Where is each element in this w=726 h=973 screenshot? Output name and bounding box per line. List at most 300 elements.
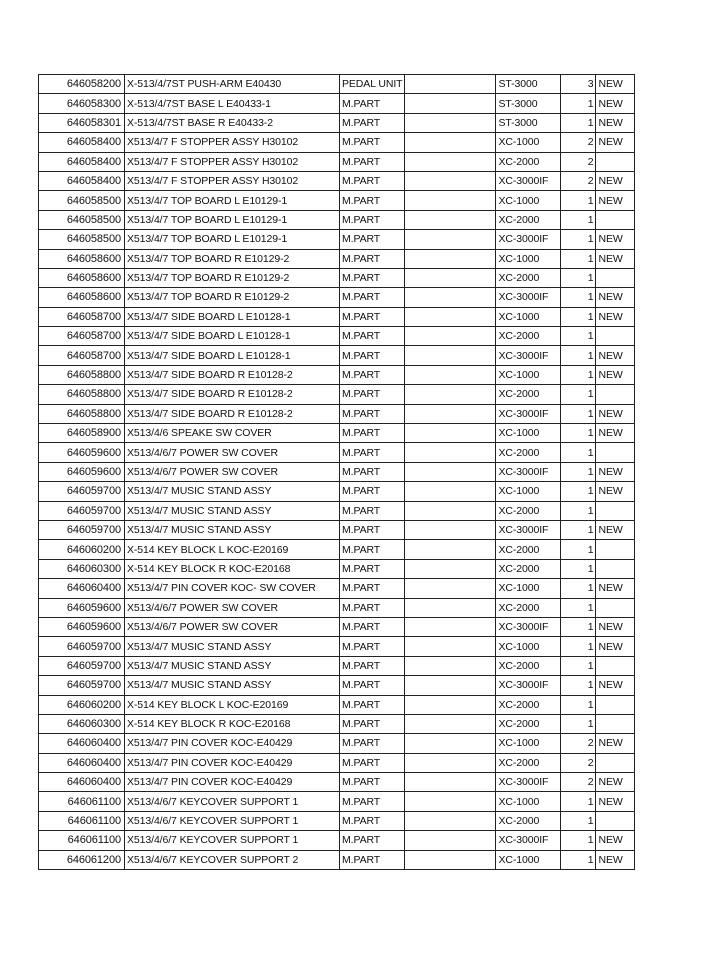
table-row [39,133,635,152]
blank-cell [405,559,496,578]
status-flag-cell: NEW [596,307,635,326]
quantity-cell: 2 [561,152,596,171]
part-number-cell: 646058400 [39,133,125,152]
quantity-cell: 1 [561,637,596,656]
table-row [39,734,635,753]
table-row [39,753,635,772]
category-cell: M.PART [340,462,405,481]
description-cell: X513/4/6/7 POWER SW COVER [125,598,340,617]
status-flag-cell: NEW [596,734,635,753]
quantity-cell: 1 [561,559,596,578]
status-flag-cell [596,656,635,675]
blank-cell [405,443,496,462]
status-flag-cell: NEW [596,792,635,811]
model-cell: XC-2000 [496,598,561,617]
status-flag-cell: NEW [596,288,635,307]
quantity-cell: 1 [561,579,596,598]
table-row [39,850,635,869]
model-cell: XC-2000 [496,753,561,772]
description-cell: X513/4/7 TOP BOARD L E10129-1 [125,230,340,249]
part-number-cell: 646060200 [39,540,125,559]
description-cell: X-514 KEY BLOCK L KOC-E20169 [125,695,340,714]
model-cell: ST-3000 [496,75,561,94]
description-cell: X-514 KEY BLOCK L KOC-E20169 [125,540,340,559]
description-cell: X513/4/7 TOP BOARD L E10129-1 [125,210,340,229]
status-flag-cell [596,268,635,287]
model-cell: XC-3000IF [496,831,561,850]
category-cell: M.PART [340,656,405,675]
table-row [39,365,635,384]
quantity-cell: 1 [561,714,596,733]
blank-cell [405,540,496,559]
table-row [39,210,635,229]
description-cell: X-513/4/7ST BASE L E40433-1 [125,94,340,113]
blank-cell [405,462,496,481]
part-number-cell: 646059600 [39,617,125,636]
blank-cell [405,268,496,287]
part-number-cell: 646058400 [39,152,125,171]
table-row [39,113,635,132]
table-row [39,520,635,539]
model-cell: XC-2000 [496,268,561,287]
description-cell: X513/4/7 SIDE BOARD R E10128-2 [125,404,340,423]
quantity-cell: 1 [561,831,596,850]
blank-cell [405,94,496,113]
quantity-cell: 3 [561,75,596,94]
blank-cell [405,617,496,636]
model-cell: XC-2000 [496,695,561,714]
description-cell: X-513/4/7ST PUSH-ARM E40430 [125,75,340,94]
part-number-cell: 646058600 [39,249,125,268]
quantity-cell: 1 [561,249,596,268]
parts-table-body [39,75,635,870]
description-cell: X513/4/7 PIN COVER KOC- SW COVER [125,579,340,598]
quantity-cell: 1 [561,520,596,539]
table-row [39,656,635,675]
quantity-cell: 1 [561,792,596,811]
status-flag-cell [596,385,635,404]
part-number-cell: 646058800 [39,385,125,404]
category-cell: M.PART [340,792,405,811]
blank-cell [405,210,496,229]
model-cell: XC-2000 [496,210,561,229]
category-cell: M.PART [340,385,405,404]
model-cell: XC-3000IF [496,171,561,190]
part-number-cell: 646059700 [39,501,125,520]
description-cell: X513/4/7 PIN COVER KOC-E40429 [125,753,340,772]
model-cell: XC-3000IF [496,520,561,539]
description-cell: X513/4/7 TOP BOARD R E10129-2 [125,268,340,287]
description-cell: X513/4/7 MUSIC STAND ASSY [125,482,340,501]
blank-cell [405,753,496,772]
table-row [39,540,635,559]
category-cell: M.PART [340,94,405,113]
quantity-cell: 1 [561,811,596,830]
part-number-cell: 646059700 [39,656,125,675]
status-flag-cell: NEW [596,831,635,850]
category-cell: M.PART [340,249,405,268]
category-cell: M.PART [340,171,405,190]
description-cell: X513/4/7 TOP BOARD R E10129-2 [125,249,340,268]
status-flag-cell: NEW [596,424,635,443]
model-cell: XC-3000IF [496,462,561,481]
table-row [39,404,635,423]
status-flag-cell: NEW [596,75,635,94]
table-row [39,598,635,617]
description-cell: X513/4/7 TOP BOARD L E10129-1 [125,191,340,210]
blank-cell [405,288,496,307]
quantity-cell: 1 [561,598,596,617]
table-row [39,171,635,190]
quantity-cell: 2 [561,734,596,753]
parts-table [38,74,635,870]
table-row [39,773,635,792]
blank-cell [405,404,496,423]
blank-cell [405,75,496,94]
model-cell: XC-1000 [496,734,561,753]
quantity-cell: 1 [561,482,596,501]
description-cell: X513/4/7 F STOPPER ASSY H30102 [125,133,340,152]
model-cell: XC-2000 [496,385,561,404]
blank-cell [405,113,496,132]
category-cell: M.PART [340,617,405,636]
model-cell: XC-1000 [496,307,561,326]
status-flag-cell: NEW [596,773,635,792]
part-number-cell: 646061100 [39,831,125,850]
model-cell: XC-3000IF [496,773,561,792]
description-cell: X513/4/6/7 POWER SW COVER [125,617,340,636]
model-cell: XC-2000 [496,152,561,171]
model-cell: XC-1000 [496,579,561,598]
status-flag-cell: NEW [596,191,635,210]
category-cell: M.PART [340,714,405,733]
category-cell: PEDAL UNIT [340,75,405,94]
description-cell: X513/4/7 TOP BOARD R E10129-2 [125,288,340,307]
category-cell: M.PART [340,152,405,171]
description-cell: X513/4/6 SPEAKE SW COVER [125,424,340,443]
description-cell: X513/4/7 MUSIC STAND ASSY [125,656,340,675]
part-number-cell: 646060300 [39,559,125,578]
blank-cell [405,695,496,714]
quantity-cell: 1 [561,462,596,481]
model-cell: XC-1000 [496,249,561,268]
blank-cell [405,520,496,539]
model-cell: XC-2000 [496,656,561,675]
quantity-cell: 1 [561,230,596,249]
category-cell: M.PART [340,753,405,772]
table-row [39,714,635,733]
quantity-cell: 2 [561,171,596,190]
status-flag-cell: NEW [596,637,635,656]
category-cell: M.PART [340,520,405,539]
quantity-cell: 1 [561,346,596,365]
status-flag-cell [596,443,635,462]
description-cell: X513/4/6/7 KEYCOVER SUPPORT 1 [125,831,340,850]
status-flag-cell [596,152,635,171]
table-row [39,424,635,443]
part-number-cell: 646059600 [39,598,125,617]
part-number-cell: 646058301 [39,113,125,132]
blank-cell [405,637,496,656]
status-flag-cell [596,714,635,733]
status-flag-cell: NEW [596,346,635,365]
blank-cell [405,346,496,365]
part-number-cell: 646061100 [39,811,125,830]
table-row [39,191,635,210]
table-row [39,695,635,714]
part-number-cell: 646059700 [39,676,125,695]
status-flag-cell: NEW [596,113,635,132]
category-cell: M.PART [340,346,405,365]
status-flag-cell [596,540,635,559]
part-number-cell: 646058500 [39,230,125,249]
status-flag-cell: NEW [596,365,635,384]
part-number-cell: 646058600 [39,288,125,307]
blank-cell [405,482,496,501]
status-flag-cell: NEW [596,482,635,501]
quantity-cell: 1 [561,850,596,869]
model-cell: XC-1000 [496,482,561,501]
table-row [39,559,635,578]
table-row [39,676,635,695]
part-number-cell: 646060400 [39,734,125,753]
part-number-cell: 646061100 [39,792,125,811]
blank-cell [405,811,496,830]
description-cell: X513/4/7 MUSIC STAND ASSY [125,501,340,520]
model-cell: XC-3000IF [496,230,561,249]
blank-cell [405,424,496,443]
quantity-cell: 2 [561,133,596,152]
part-number-cell: 646058800 [39,365,125,384]
status-flag-cell: NEW [596,850,635,869]
model-cell: XC-1000 [496,424,561,443]
description-cell: X513/4/7 PIN COVER KOC-E40429 [125,734,340,753]
description-cell: X513/4/7 SIDE BOARD L E10128-1 [125,346,340,365]
category-cell: M.PART [340,773,405,792]
quantity-cell: 1 [561,268,596,287]
model-cell: XC-1000 [496,637,561,656]
status-flag-cell [596,695,635,714]
quantity-cell: 1 [561,365,596,384]
category-cell: M.PART [340,676,405,695]
category-cell: M.PART [340,831,405,850]
quantity-cell: 1 [561,617,596,636]
table-row [39,792,635,811]
blank-cell [405,171,496,190]
status-flag-cell: NEW [596,462,635,481]
status-flag-cell [596,327,635,346]
part-number-cell: 646060400 [39,773,125,792]
category-cell: M.PART [340,443,405,462]
quantity-cell: 1 [561,288,596,307]
blank-cell [405,327,496,346]
category-cell: M.PART [340,230,405,249]
quantity-cell: 1 [561,676,596,695]
quantity-cell: 1 [561,307,596,326]
quantity-cell: 1 [561,94,596,113]
part-number-cell: 646059700 [39,520,125,539]
part-number-cell: 646059700 [39,637,125,656]
blank-cell [405,850,496,869]
table-row [39,501,635,520]
status-flag-cell: NEW [596,404,635,423]
blank-cell [405,152,496,171]
table-row [39,462,635,481]
table-row [39,268,635,287]
part-number-cell: 646058200 [39,75,125,94]
part-number-cell: 646058700 [39,346,125,365]
category-cell: M.PART [340,404,405,423]
part-number-cell: 646058500 [39,210,125,229]
description-cell: X513/4/7 F STOPPER ASSY H30102 [125,171,340,190]
description-cell: X513/4/7 SIDE BOARD L E10128-1 [125,307,340,326]
blank-cell [405,598,496,617]
part-number-cell: 646060400 [39,579,125,598]
blank-cell [405,249,496,268]
part-number-cell: 646059600 [39,443,125,462]
status-flag-cell [596,210,635,229]
category-cell: M.PART [340,559,405,578]
status-flag-cell: NEW [596,171,635,190]
description-cell: X-513/4/7ST BASE R E40433-2 [125,113,340,132]
status-flag-cell: NEW [596,676,635,695]
status-flag-cell [596,559,635,578]
model-cell: XC-2000 [496,501,561,520]
status-flag-cell [596,811,635,830]
quantity-cell: 1 [561,695,596,714]
blank-cell [405,365,496,384]
blank-cell [405,307,496,326]
quantity-cell: 1 [561,385,596,404]
blank-cell [405,792,496,811]
blank-cell [405,230,496,249]
category-cell: M.PART [340,113,405,132]
description-cell: X513/4/6/7 POWER SW COVER [125,462,340,481]
description-cell: X513/4/7 SIDE BOARD L E10128-1 [125,327,340,346]
description-cell: X513/4/6/7 POWER SW COVER [125,443,340,462]
part-number-cell: 646058400 [39,171,125,190]
part-number-cell: 646060300 [39,714,125,733]
category-cell: M.PART [340,695,405,714]
quantity-cell: 1 [561,404,596,423]
description-cell: X513/4/7 PIN COVER KOC-E40429 [125,773,340,792]
part-number-cell: 646059700 [39,482,125,501]
description-cell: X513/4/7 MUSIC STAND ASSY [125,637,340,656]
quantity-cell: 1 [561,191,596,210]
category-cell: M.PART [340,268,405,287]
status-flag-cell: NEW [596,520,635,539]
category-cell: M.PART [340,850,405,869]
status-flag-cell: NEW [596,94,635,113]
quantity-cell: 1 [561,327,596,346]
category-cell: M.PART [340,288,405,307]
blank-cell [405,676,496,695]
quantity-cell: 1 [561,501,596,520]
category-cell: M.PART [340,424,405,443]
category-cell: M.PART [340,501,405,520]
quantity-cell: 1 [561,443,596,462]
blank-cell [405,133,496,152]
quantity-cell: 2 [561,753,596,772]
blank-cell [405,831,496,850]
description-cell: X513/4/7 MUSIC STAND ASSY [125,520,340,539]
part-number-cell: 646060400 [39,753,125,772]
table-row [39,249,635,268]
model-cell: XC-3000IF [496,288,561,307]
quantity-cell: 2 [561,773,596,792]
table-row [39,831,635,850]
status-flag-cell: NEW [596,249,635,268]
category-cell: M.PART [340,637,405,656]
category-cell: M.PART [340,598,405,617]
model-cell: ST-3000 [496,113,561,132]
category-cell: M.PART [340,191,405,210]
description-cell: X-514 KEY BLOCK R KOC-E20168 [125,559,340,578]
part-number-cell: 646058700 [39,307,125,326]
part-number-cell: 646058800 [39,404,125,423]
model-cell: XC-1000 [496,792,561,811]
status-flag-cell: NEW [596,617,635,636]
table-row [39,346,635,365]
status-flag-cell: NEW [596,579,635,598]
table-row [39,811,635,830]
table-row [39,230,635,249]
model-cell: XC-1000 [496,850,561,869]
table-row [39,385,635,404]
description-cell: X513/4/7 SIDE BOARD R E10128-2 [125,365,340,384]
blank-cell [405,734,496,753]
description-cell: X513/4/6/7 KEYCOVER SUPPORT 2 [125,850,340,869]
quantity-cell: 1 [561,540,596,559]
quantity-cell: 1 [561,113,596,132]
blank-cell [405,773,496,792]
model-cell: ST-3000 [496,94,561,113]
model-cell: XC-1000 [496,133,561,152]
category-cell: M.PART [340,811,405,830]
quantity-cell: 1 [561,210,596,229]
part-number-cell: 646061200 [39,850,125,869]
blank-cell [405,714,496,733]
table-row [39,75,635,94]
description-cell: X513/4/7 F STOPPER ASSY H30102 [125,152,340,171]
quantity-cell: 1 [561,424,596,443]
part-number-cell: 646058900 [39,424,125,443]
model-cell: XC-2000 [496,443,561,462]
model-cell: XC-2000 [496,811,561,830]
model-cell: XC-2000 [496,327,561,346]
table-row [39,617,635,636]
part-number-cell: 646058500 [39,191,125,210]
model-cell: XC-3000IF [496,346,561,365]
blank-cell [405,385,496,404]
part-number-cell: 646058300 [39,94,125,113]
model-cell: XC-3000IF [496,617,561,636]
status-flag-cell [596,501,635,520]
table-row [39,152,635,171]
model-cell: XC-1000 [496,191,561,210]
table-row [39,288,635,307]
category-cell: M.PART [340,210,405,229]
category-cell: M.PART [340,734,405,753]
category-cell: M.PART [340,579,405,598]
model-cell: XC-2000 [496,559,561,578]
description-cell: X513/4/6/7 KEYCOVER SUPPORT 1 [125,792,340,811]
category-cell: M.PART [340,482,405,501]
category-cell: M.PART [340,365,405,384]
part-number-cell: 646060200 [39,695,125,714]
table-row [39,327,635,346]
part-number-cell: 646058700 [39,327,125,346]
